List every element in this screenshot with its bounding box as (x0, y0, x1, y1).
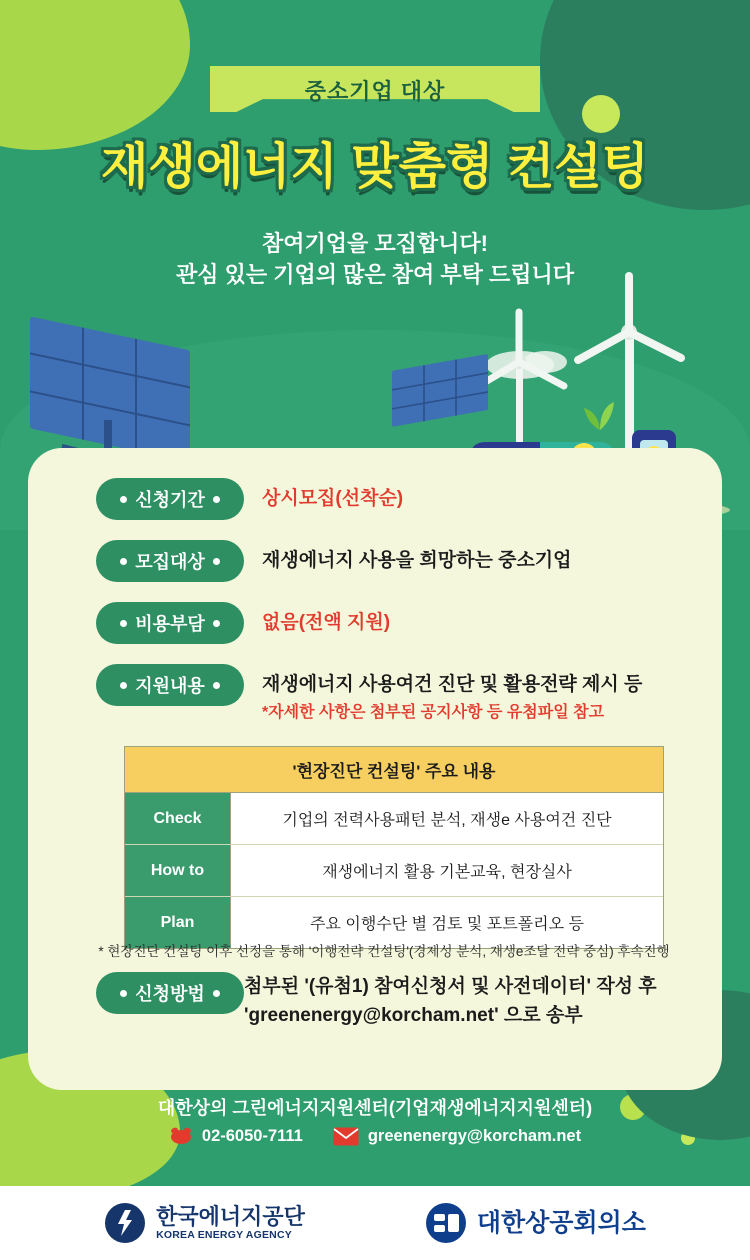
value-support-note: *자세한 사항은 첨부된 공지사항 등 유첨파일 참고 (262, 703, 605, 721)
value-apply-method (244, 972, 657, 1031)
table-row-content: 기업의 전력사용패턴 분석, 재생e 사용여건 진단 (282, 812, 612, 829)
sprout-icon (584, 402, 614, 430)
mail-icon (333, 1127, 359, 1146)
footer-contact (0, 1126, 750, 1146)
contact-email-address: greenenergy@korcham.net (367, 1126, 582, 1145)
label-pill-cost (96, 602, 244, 644)
phone-icon (169, 1126, 193, 1146)
logo-text-block (156, 1205, 305, 1240)
value-support (262, 664, 642, 723)
ribbon-banner (210, 66, 540, 112)
logo-name-main: 한국에너지공단 (156, 1204, 305, 1230)
logo-korea-chamber-of-commerce (425, 1202, 646, 1244)
label-pill-application-period (96, 478, 244, 520)
info-row-application-period (28, 478, 722, 520)
table-row (125, 845, 663, 897)
bullet-dot-icon (213, 558, 220, 565)
consulting-table (124, 746, 664, 949)
table-row-label: Plan (125, 897, 231, 948)
label-pill-support (96, 664, 244, 706)
bullet-dot-icon (120, 558, 127, 565)
pill-label: 모집대상 (135, 552, 205, 572)
apply-row-inner (28, 972, 722, 1031)
table-footnote: * 현장진단 컨설팅 이후 선정을 통해 '이행전략 컨설팅'(경제성 분석, 재생e조달 전략 중심) 후속진행 (98, 944, 670, 959)
logo-name-sub: KOREA ENERGY AGENCY (156, 1228, 292, 1241)
bullet-dot-icon (120, 682, 127, 689)
table-title: '현장진단 컨설팅' 주요 내용 (125, 747, 663, 793)
logo-korea-energy-agency (104, 1202, 305, 1244)
logo-name-main: 대한상공회의소 (476, 1208, 646, 1237)
apply-line-2: 'greenenergy@korcham.net' 으로 송부 (244, 1005, 583, 1027)
bullet-dot-icon (213, 620, 220, 627)
page-title: 재생에너지 맞춤형 컨설팅 (101, 140, 649, 194)
info-row-apply-method (28, 972, 722, 1051)
contact-email (333, 1127, 581, 1146)
pill-label: 지원내용 (135, 676, 205, 696)
info-rows (28, 478, 722, 743)
value-support-text: 재생에너지 사용여건 진단 및 활용전략 제시 등 (262, 674, 643, 695)
pill-label: 신청기간 (135, 490, 205, 510)
ribbon-label: 중소기업 대상 (304, 78, 446, 104)
korea-energy-agency-logo-icon (104, 1202, 146, 1244)
table-row-label: Check (125, 793, 231, 844)
table-row (125, 793, 663, 845)
footer-logos (0, 1186, 750, 1260)
label-pill-apply-method (96, 972, 244, 1014)
bullet-dot-icon (120, 990, 127, 997)
pill-label: 비용부담 (135, 614, 205, 634)
value-target: 재생에너지 사용을 희망하는 중소기업 (262, 550, 572, 571)
bullet-dot-icon (213, 496, 220, 503)
table-row-content: 재생에너지 활용 기본교육, 현장실사 (322, 864, 572, 881)
pill-label: 신청방법 (135, 984, 205, 1004)
contact-phone (169, 1126, 303, 1146)
info-row-target (28, 540, 722, 582)
bullet-dot-icon (213, 682, 220, 689)
subtitle-line-1: 참여기업을 모집합니다! (262, 231, 488, 256)
content-card (28, 448, 722, 1090)
footer-organization: 대한상의 그린에너지지원센터(기업재생에너지지원센터) (157, 1098, 593, 1118)
subtitle-line-2: 관심 있는 기업의 많은 참여 부탁 드립니다 (176, 262, 574, 288)
korea-chamber-logo-icon (425, 1202, 467, 1244)
table-row-content: 주요 이행수단 별 검토 및 포트폴리오 등 (310, 916, 584, 933)
info-row-cost (28, 602, 722, 644)
bullet-dot-icon (120, 620, 127, 627)
bullet-dot-icon (213, 990, 220, 997)
label-pill-target (96, 540, 244, 582)
info-row-support (28, 664, 722, 723)
value-cost: 없음(전액 지원) (262, 612, 391, 633)
table-row-label: How to (125, 845, 231, 896)
logo-text-block (477, 1210, 646, 1236)
bullet-dot-icon (120, 496, 127, 503)
contact-phone-number: 02-6050-7111 (201, 1126, 303, 1145)
value-application-period: 상시모집(선착순) (262, 488, 404, 509)
apply-line-1: 첨부된 '(유첨1) 참여신청서 및 사전데이터' 작성 후 (244, 976, 657, 997)
